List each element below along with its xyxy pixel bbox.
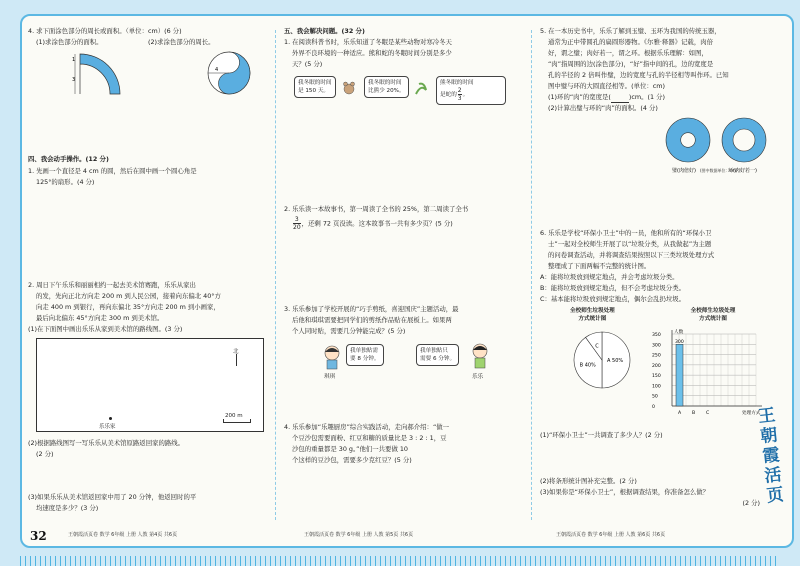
q2-line-2: $\frac{3}{20}$ ，还剩 72 页没读。这本故事书一共有多少页？(5 分)	[293, 216, 453, 231]
q4-line-3: 沙包的重量都是 30 g。”他们一共要做 10	[292, 445, 408, 453]
q5-line-3: 好，谓之璧；肉好若一，谓之环。根据乐乐理解：如图，	[548, 49, 708, 57]
q6-line-1: 6. 乐乐是学校“环保小卫士”中的一员，他和所有的“环保小卫	[540, 229, 712, 237]
fig-label-4: 4	[215, 67, 219, 73]
route-map-box[interactable]	[36, 338, 264, 432]
q2-sub2-line-1: (2)根据路线图写一写乐乐从美术馆原路返回家的路线。	[28, 439, 185, 447]
column-divider	[275, 30, 276, 520]
quarter-ring-figure	[72, 50, 122, 98]
y-tick: 100	[652, 384, 661, 390]
q1-line-1: 1. 在阅读科普书时，乐乐知道了冬眠是某些动物对寒冷冬天	[284, 38, 452, 46]
bar-chart[interactable]	[650, 326, 780, 418]
q2-line-3: 向走 400 m 到银行，再向东偏北 35°方向走 200 m 到小画家，	[36, 303, 220, 311]
bar-A	[676, 344, 683, 406]
q6-line-2: 士”一起对全校师生开展了以“垃圾分类，从我做起”为主题	[548, 240, 712, 248]
q1-line-2: 125°的扇形。(4 分)	[36, 178, 95, 186]
huan-label: 环(肉好若一)	[728, 168, 757, 174]
pie-title: 全校师生垃圾处理 方式统计图	[570, 308, 615, 322]
option-c: C：基本能将垃圾放到规定地点，偶尔会乱扔垃圾。	[540, 295, 686, 303]
q2-sub3-line-2: 均速度是多少？(3 分)	[36, 504, 99, 512]
x-tick-A: A	[678, 411, 682, 416]
q5-line-4: “肉”指周围的边(涂色部分)，“好”指中间的孔，边的宽度是	[548, 60, 714, 68]
y-tick: 350	[652, 333, 661, 338]
qiqi-avatar-icon	[322, 344, 342, 370]
section-4-title: 四、我会动手操作。(12 分)	[28, 155, 109, 163]
q4-sub1: (1)求涂色部分的面积。	[36, 38, 103, 46]
worksheet	[20, 14, 794, 548]
bar-value-label-A: 300	[675, 339, 684, 345]
q6-line-3: 的问卷调查活动，并将调查结果按照以下三类垃圾处理方式	[548, 251, 715, 259]
circle-figure	[206, 50, 252, 96]
q6-sub3: (3)如果你是“环保小卫士”，根据调查结果，你准备怎么做？	[540, 488, 710, 496]
q6-sub3-points: (2 分)	[742, 499, 760, 507]
q3-line-1: 3. 乐乐参加了学校开展的“巧手剪纸，喜迎国庆”主题活动，最	[284, 305, 459, 313]
page-number: 32	[30, 529, 47, 543]
q2-sub2-line-2: (2 分)	[36, 450, 54, 458]
q2-line-4: 最后向北偏东 45°方向走 300 m 到美术馆。	[36, 314, 164, 322]
scale-bar	[223, 419, 251, 423]
q4-sub2: (2)求涂色部分的周长。	[148, 38, 215, 46]
north-arrow	[236, 354, 237, 366]
y-tick: 150	[652, 374, 661, 380]
q1-line-3: 天？(5 分)	[292, 60, 323, 68]
ring-units-note: (图中数据单位：cm)	[700, 168, 738, 173]
y-tick: 0	[652, 405, 655, 410]
q5-line-2: 通常为正中带圆孔的扁圆形器物。《尔雅·释器》记载，肉倍	[548, 38, 713, 46]
q2-sub3-line-1: (3)如果乐乐从美术馆返回家中用了 20 分钟，他返回时的平	[28, 493, 197, 501]
bi-label: 璧(肉倍好)	[672, 168, 696, 174]
q5-sub1: (1)环的“肉”的宽度是( )cm。(1 分)	[548, 93, 666, 101]
y-tick: 300	[652, 343, 661, 349]
q5-line-6: 图中璧与环的大圆直径相等。(单位：cm)	[548, 82, 665, 90]
north-label: 北	[233, 349, 239, 355]
qiqi-name: 琪琪	[324, 374, 336, 380]
q4-line-4: 个这样的豆沙包，需要多少克红豆？(5 分)	[292, 456, 412, 464]
section-5-title: 五、我会解决问题。(32 分)	[284, 27, 365, 35]
qiqi-bubble: 我单独贴需 要 8 分钟。	[346, 344, 384, 366]
bear-snake-ratio-bubble: 熊冬眠的时间 是蛇的 $\frac{2}{3}$ 。	[436, 76, 506, 105]
q4-title: 4. 求下面涂色部分的周长或面积。（单位：cm）(6 分)	[28, 27, 182, 35]
q1-line-1: 1. 先画一个直径是 4 cm 的圆，然后在圆中画一个圆心角是	[28, 167, 197, 175]
q3-line-3: 个人同时贴，需要几分钟能完成？(5 分)	[292, 327, 406, 335]
snake-icon	[414, 80, 428, 96]
bar-title: 全校师生垃圾处理 方式统计图	[690, 308, 736, 322]
y-tick: 200	[652, 363, 661, 369]
q2-line-1: 2. 乐乐读一本故事书，第一周读了全书的 25%，第二周读了全书	[284, 205, 469, 213]
q1-line-2: 外界不良环境的一种适应。熊和蛇的冬眠时间分别是多少	[292, 49, 452, 57]
lele-name: 乐乐	[472, 374, 484, 380]
column-divider-2	[531, 30, 532, 520]
y-tick: 50	[652, 394, 658, 400]
q6-line-4: 整理成了下面两幅不完整的统计图。	[548, 262, 651, 270]
q2-line-2: 的发，先向正北方向走 200 m 到人民公园，接着向东偏北 40°方	[36, 292, 221, 300]
x-tick-B: B	[692, 411, 696, 416]
snake-bubble: 我冬眠的时间 比熊少 20%。	[364, 76, 409, 98]
q4-line-1: 4. 乐乐参加“乐趣厨房”综合实践活动，走向郝介绍：“做一	[284, 423, 450, 431]
fig-label-1: 1	[72, 57, 76, 63]
y-tick: 250	[652, 353, 661, 359]
column-middle	[284, 26, 522, 538]
q5-line-1: 5. 在一本历史书中，乐乐了解到玉璧、玉环为我国的传统玉器，	[540, 27, 721, 35]
x-tick-C: C	[706, 411, 710, 416]
footer-middle: 王朝霞活页卷 数学 6年级 上册 人教 第5页 共6页	[304, 531, 414, 538]
q2-line-1: 2. 周日下午乐乐和丽丽相约一起去美术馆赛跑，乐乐从家出	[28, 281, 196, 289]
q3-line-2: 后他和琪琪需要把同学们的剪纸作品贴在展板上。如果两	[292, 316, 452, 324]
column-right	[540, 26, 782, 538]
home-dot	[109, 417, 112, 420]
answer-blank[interactable]	[611, 94, 629, 103]
q2-line-5: (1)在下面图中画出乐乐从家到美术馆的路线图。(3 分)	[28, 325, 183, 333]
bear-icon	[342, 80, 356, 96]
footer-right: 王朝霞活页卷 数学 6年级 上册 人教 第6页 共6页	[556, 531, 666, 538]
x-axis-label: 处理方式	[742, 411, 761, 416]
pie-chart	[570, 328, 634, 392]
q6-sub2: (2)将条形统计图补充完整。(2 分)	[540, 477, 637, 485]
q5-sub2: (2)计算出璧与环的“肉”的面积。(4 分)	[548, 104, 658, 112]
bottom-ruler	[20, 556, 780, 566]
pie-label-A: A 50%	[607, 358, 624, 364]
lele-avatar-icon	[470, 342, 490, 370]
pie-label-B: B 40%	[579, 362, 596, 369]
pie-label-C: C	[595, 343, 599, 350]
q5-line-5: 孔的半径的 2 倍叫作璧，边的宽度与孔的半径相等叫作环。已知	[548, 71, 729, 79]
fig-label-3: 3	[72, 77, 76, 83]
q4-line-2: 个豆沙包需要面粉、红豆和糖的质量比是 3 : 2 : 1，豆	[292, 434, 447, 442]
home-label: 乐乐家	[99, 424, 116, 430]
brand-logo: 王朝霞活页	[757, 405, 785, 507]
footer-left: 王朝霞活页卷 数学 6年级 上册 人教 第4页 共6页	[68, 531, 178, 538]
lele-bubble: 我单独贴只 需要 6 分钟。	[416, 344, 459, 366]
option-b: B：能将垃圾放到规定地点，但不会考虑垃圾分类。	[540, 284, 685, 292]
option-a: A：能将垃圾放到规定地点，并会考虑垃圾分类。	[540, 273, 679, 281]
y-axis-label: 人数	[674, 330, 684, 335]
q6-sub1: (1)“环保小卫士”一共调查了多少人？(2 分)	[540, 431, 663, 439]
bear-bubble: 我冬眠的时间 是 150 天。	[294, 76, 336, 98]
scale-label: 200 m	[225, 413, 243, 419]
